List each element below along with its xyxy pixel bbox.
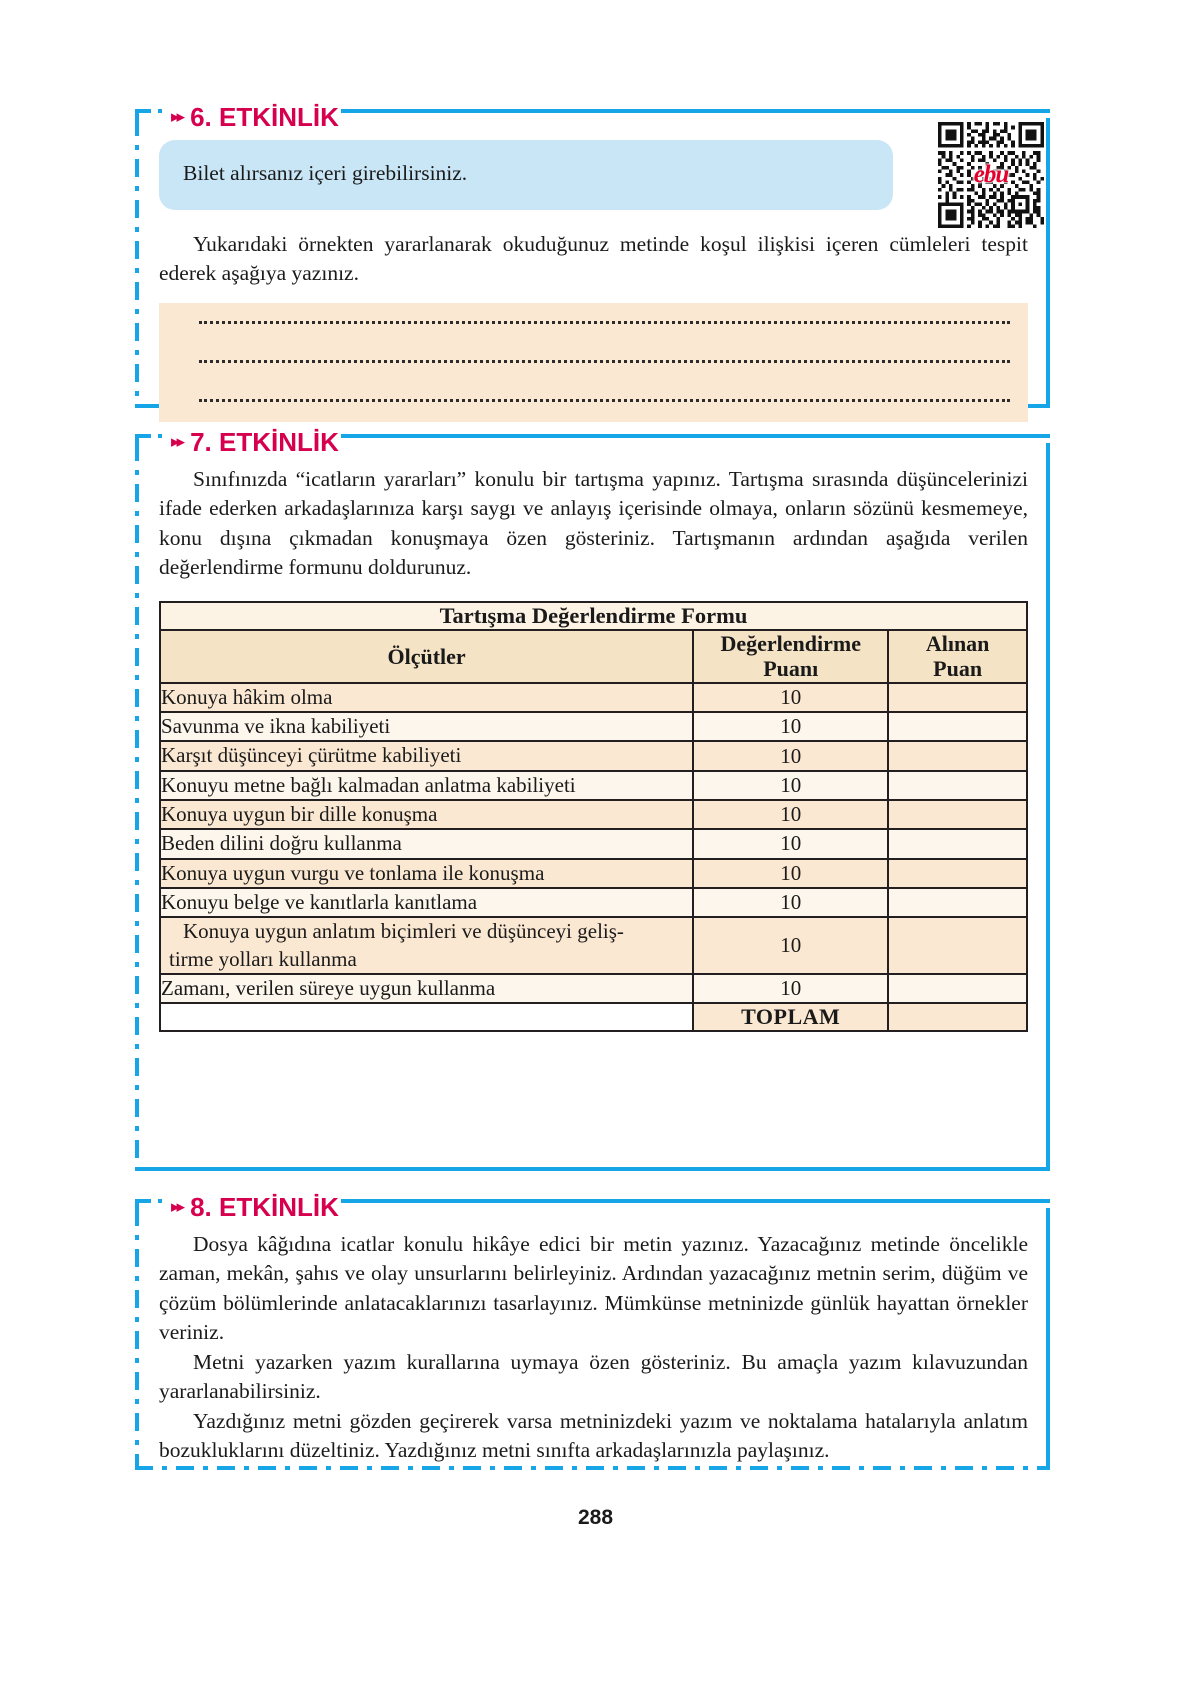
activity-6-instruction: Yukarıdaki örnekten yararlanarak okuduğunuz metinde koşul ilişkisi içeren cümleleri tespit ederek aşağıya yazınız.: [159, 231, 1028, 286]
activity-6-title: 6. ETKİNLİK: [190, 101, 339, 132]
total-label: TOPLAM: [693, 1003, 888, 1031]
table-row: [160, 859, 1027, 888]
points-cell: 10: [693, 829, 888, 858]
score-cell[interactable]: [888, 771, 1027, 800]
activity-7-instruction: Sınıfınızda “icatların yararları” konulu bir tartışma yapınız. Tartışma sırasında düşüncelerinizi ifade ederken arkadaşlarınıza karşı saygı ve anlayış içerisinde olmaya, onların sözünü kesmemeye, konu dışına çıkmadan konuşmaya özen gösteriniz. Tartışmanın ardından aşağıda verilen değerlendirme formunu doldurunuz.: [159, 467, 1028, 580]
activity-8-paragraph-3: Yazdığınız metni gözden geçirerek varsa metninizdeki yazım ve noktalama hatalarıyla anlatım bozukluklarını düzeltiniz. Yazdığınız metni sınıfta arkadaşlarınızla paylaşınız.: [159, 1408, 1028, 1463]
criterion-cell: Karşıt düşünceyi çürütme kabiliyeti: [160, 741, 693, 770]
activity-block-7: [135, 426, 1050, 1171]
example-speech-bubble: [159, 140, 893, 210]
table-row: [160, 917, 1027, 974]
column-header-criteria: Ölçütler: [160, 630, 693, 683]
answer-line[interactable]: [199, 360, 1010, 363]
points-cell: 10: [693, 859, 888, 888]
activity-8-body: [159, 1230, 1028, 1466]
activity-6-header-rule: [341, 109, 1050, 113]
table-row: [160, 683, 1027, 712]
points-cell: 10: [693, 917, 888, 974]
activity-8-header-rule: [341, 1199, 1050, 1203]
activity-8-paragraph-1: Dosya kâğıdına icatlar konulu hikâye edici bir metin yazınız. Yazacağınız metinde öncelikle zaman, mekân, şahıs ve olay unsurlarını belirleyiniz. Ardından yazacağınız metnin serim, düğüm ve çözüm bölümlerinde anlatacaklarınızı tasarlayınız. Mümkünse metninizde günlük hayattan örnekler veriniz.: [159, 1232, 1028, 1345]
table-row: [160, 974, 1027, 1003]
criterion-line-1: Konuya uygun anlatım biçimleri ve düşünceyi geliş-: [183, 919, 624, 944]
criterion-cell: Konuya uygun vurgu ve tonlama ile konuşma: [160, 859, 693, 888]
header-line-1: Alınan: [925, 630, 990, 656]
header-line-1: Değerlendirme: [720, 630, 861, 656]
criterion-cell: Konuya uygun bir dille konuşma: [160, 800, 693, 829]
activity-8-bottom-dashed-edge: [135, 1466, 1050, 1470]
score-cell[interactable]: [888, 888, 1027, 917]
table-header-row: [160, 630, 1027, 683]
qr-code[interactable]: [938, 122, 1044, 228]
activity-7-title: 7. ETKİNLİK: [190, 426, 339, 457]
table-row: [160, 771, 1027, 800]
total-score-cell[interactable]: [888, 1003, 1027, 1031]
activity-7-left-dashed-edge: [135, 443, 139, 1171]
double-arrow-icon: ▸▸: [171, 106, 183, 126]
activity-8-left-dashed-edge: [135, 1208, 139, 1470]
points-cell: 10: [693, 771, 888, 800]
points-cell: 10: [693, 683, 888, 712]
activity-6-left-dashed-edge: [135, 118, 139, 408]
criterion-cell: Beden dilini doğru kullanma: [160, 829, 693, 858]
criterion-cell: [160, 917, 693, 974]
table-total-row: [160, 1003, 1027, 1031]
table-row: [160, 741, 1027, 770]
double-arrow-icon: ▸▸: [171, 431, 183, 451]
criterion-cell: Konuya hâkim olma: [160, 683, 693, 712]
empty-cell: [160, 1003, 693, 1031]
table-row: [160, 800, 1027, 829]
table-row: [160, 888, 1027, 917]
square-dot-icon: [158, 109, 162, 113]
score-cell[interactable]: [888, 712, 1027, 741]
answer-line[interactable]: [199, 399, 1010, 402]
score-cell[interactable]: [888, 859, 1027, 888]
points-cell: 10: [693, 741, 888, 770]
corner-bracket-icon: [135, 434, 151, 450]
activity-7-header: [135, 426, 1050, 460]
ebu-logo-text: ebu: [973, 161, 1009, 188]
points-cell: 10: [693, 712, 888, 741]
square-dot-icon: [158, 434, 162, 438]
score-cell[interactable]: [888, 917, 1027, 974]
activity-6-body: [159, 140, 1028, 422]
activity-8-paragraph-2: Metni yazarken yazım kurallarına uymaya özen gösteriniz. Bu amaçla yazım kılavuzundan yararlanabilirsiniz.: [159, 1349, 1028, 1404]
points-cell: 10: [693, 974, 888, 1003]
activity-8-header: [135, 1191, 1050, 1225]
score-cell[interactable]: [888, 741, 1027, 770]
page-number: 288: [577, 1506, 614, 1529]
criterion-cell: Konuyu belge ve kanıtlarla kanıtlama: [160, 888, 693, 917]
activity-7-body: [159, 465, 1028, 1032]
criterion-cell: Zamanı, verilen süreye uygun kullanma: [160, 974, 693, 1003]
score-cell[interactable]: [888, 829, 1027, 858]
table-row: [160, 829, 1027, 858]
criterion-line-2: tirme yolları kullanma: [169, 946, 357, 971]
points-cell: 10: [693, 800, 888, 829]
column-header-evaluation-points: [693, 630, 888, 683]
score-cell[interactable]: [888, 800, 1027, 829]
table-row: [160, 712, 1027, 741]
column-header-obtained-points: [888, 630, 1027, 683]
qr-code-container[interactable]: [938, 122, 1044, 240]
square-dot-icon: [158, 1199, 162, 1203]
activity-6-answer-box[interactable]: [159, 303, 1028, 422]
activity-8-title: 8. ETKİNLİK: [190, 1191, 339, 1222]
points-cell: 10: [693, 888, 888, 917]
activity-7-header-rule: [341, 434, 1050, 438]
table-title: Tartışma Değerlendirme Formu: [160, 602, 1027, 630]
header-line-2: Puanı: [763, 656, 819, 682]
corner-bracket-icon: [135, 109, 151, 125]
criterion-cell: Savunma ve ikna kabiliyeti: [160, 712, 693, 741]
header-line-2: Puan: [933, 656, 983, 682]
criterion-cell: Konuyu metne bağlı kalmadan anlatma kabiliyeti: [160, 771, 693, 800]
score-cell[interactable]: [888, 974, 1027, 1003]
discussion-evaluation-form-table: [159, 601, 1028, 1032]
corner-bracket-icon: [135, 1199, 151, 1215]
table-title-row: [160, 602, 1027, 630]
activity-6-header: [135, 101, 1050, 135]
score-cell[interactable]: [888, 683, 1027, 712]
activity-block-8: [135, 1191, 1050, 1470]
speech-bubble-text: Bilet alırsanız içeri girebilirsiniz.: [183, 161, 468, 185]
answer-line[interactable]: [199, 321, 1010, 324]
double-arrow-icon: ▸▸: [171, 1196, 183, 1216]
activity-block-6: [135, 101, 1050, 408]
